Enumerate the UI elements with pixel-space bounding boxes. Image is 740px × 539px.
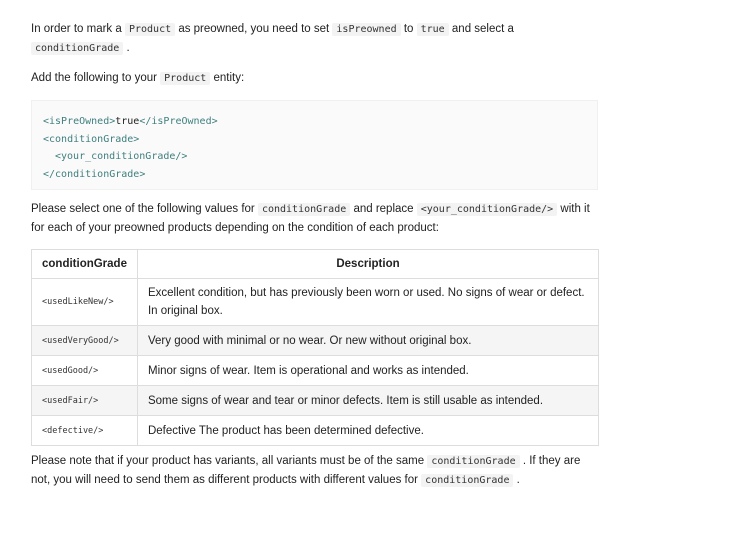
header-description: Description (137, 250, 598, 279)
add-text-1: Add the following to your (31, 72, 161, 84)
code-line-conditiongrade-close: </conditionGrade> (43, 168, 146, 180)
intro-text-2: as preowned, you need to set (175, 23, 333, 35)
xml-code-block[interactable] (31, 100, 598, 190)
code-tag-close-ispreowned: </isPreOwned> (139, 116, 218, 127)
inline-code-your-conditiongrade: <your_conditionGrade/> (417, 203, 557, 216)
inline-code-product-entity: Product (160, 72, 210, 85)
intro-text-4: and select a (448, 23, 514, 35)
outro-text-1: Please note that if your product has variants, all variants must be of the same (31, 455, 428, 467)
code-line-ispreowned (43, 113, 597, 131)
outro-text-2: . If they are not, you will need to send them as different products with different values for (31, 455, 581, 486)
select-values-paragraph (31, 200, 601, 238)
description-cell: Excellent condition, but has previously been worn or used. No signs of wear or defect. In original box. (137, 279, 598, 326)
inline-code-true: true (417, 23, 449, 36)
inline-code-ispreowned: isPreowned (332, 23, 400, 36)
select-text-2: and replace (350, 203, 417, 215)
add-following-paragraph (31, 69, 591, 88)
intro-text-5: . (123, 42, 130, 54)
description-cell: Defective The product has been determined defective. (137, 416, 598, 446)
code-line-conditiongrade-open: <conditionGrade> (43, 133, 140, 145)
grade-cell: <defective/> (32, 416, 138, 446)
code-value-true: true (115, 116, 140, 127)
intro-paragraph (31, 20, 591, 58)
table-header-row (32, 250, 599, 279)
grade-cell: <usedFair/> (32, 386, 138, 416)
header-conditiongrade: conditionGrade (32, 250, 138, 279)
select-text-1: Please select one of the following values for (31, 203, 258, 215)
inline-code-conditiongrade-4: conditionGrade (421, 474, 513, 487)
description-cell: Very good with minimal or no wear. Or new without original box. (137, 326, 598, 356)
code-line-your-conditiongrade: <your_conditionGrade/> (55, 151, 188, 162)
table-row (32, 326, 599, 356)
condition-grade-table (31, 249, 599, 446)
table-row (32, 386, 599, 416)
variants-note-paragraph (31, 452, 601, 490)
grade-cell: <usedVeryGood/> (32, 326, 138, 356)
grade-cell: <usedGood/> (32, 356, 138, 386)
select-text-3: with it for each of your preowned products depending on the condition of each product: (31, 203, 590, 234)
inline-code-conditiongrade: conditionGrade (31, 42, 123, 55)
inline-code-conditiongrade-3: conditionGrade (427, 455, 519, 468)
table-row (32, 356, 599, 386)
intro-text-1: In order to mark a (31, 23, 125, 35)
code-tag-open-ispreowned: <isPreOwned> (43, 116, 116, 127)
table-row (32, 279, 599, 326)
table-row (32, 416, 599, 446)
grade-cell: <usedLikeNew/> (32, 279, 138, 326)
inline-code-product: Product (125, 23, 175, 36)
outro-text-3: . (513, 474, 520, 486)
description-cell: Some signs of wear and tear or minor defects. Item is still usable as intended. (137, 386, 598, 416)
add-text-2: entity: (210, 72, 245, 84)
intro-text-3: to (400, 23, 417, 35)
description-cell: Minor signs of wear. Item is operational and works as intended. (137, 356, 598, 386)
inline-code-conditiongrade-2: conditionGrade (258, 203, 350, 216)
